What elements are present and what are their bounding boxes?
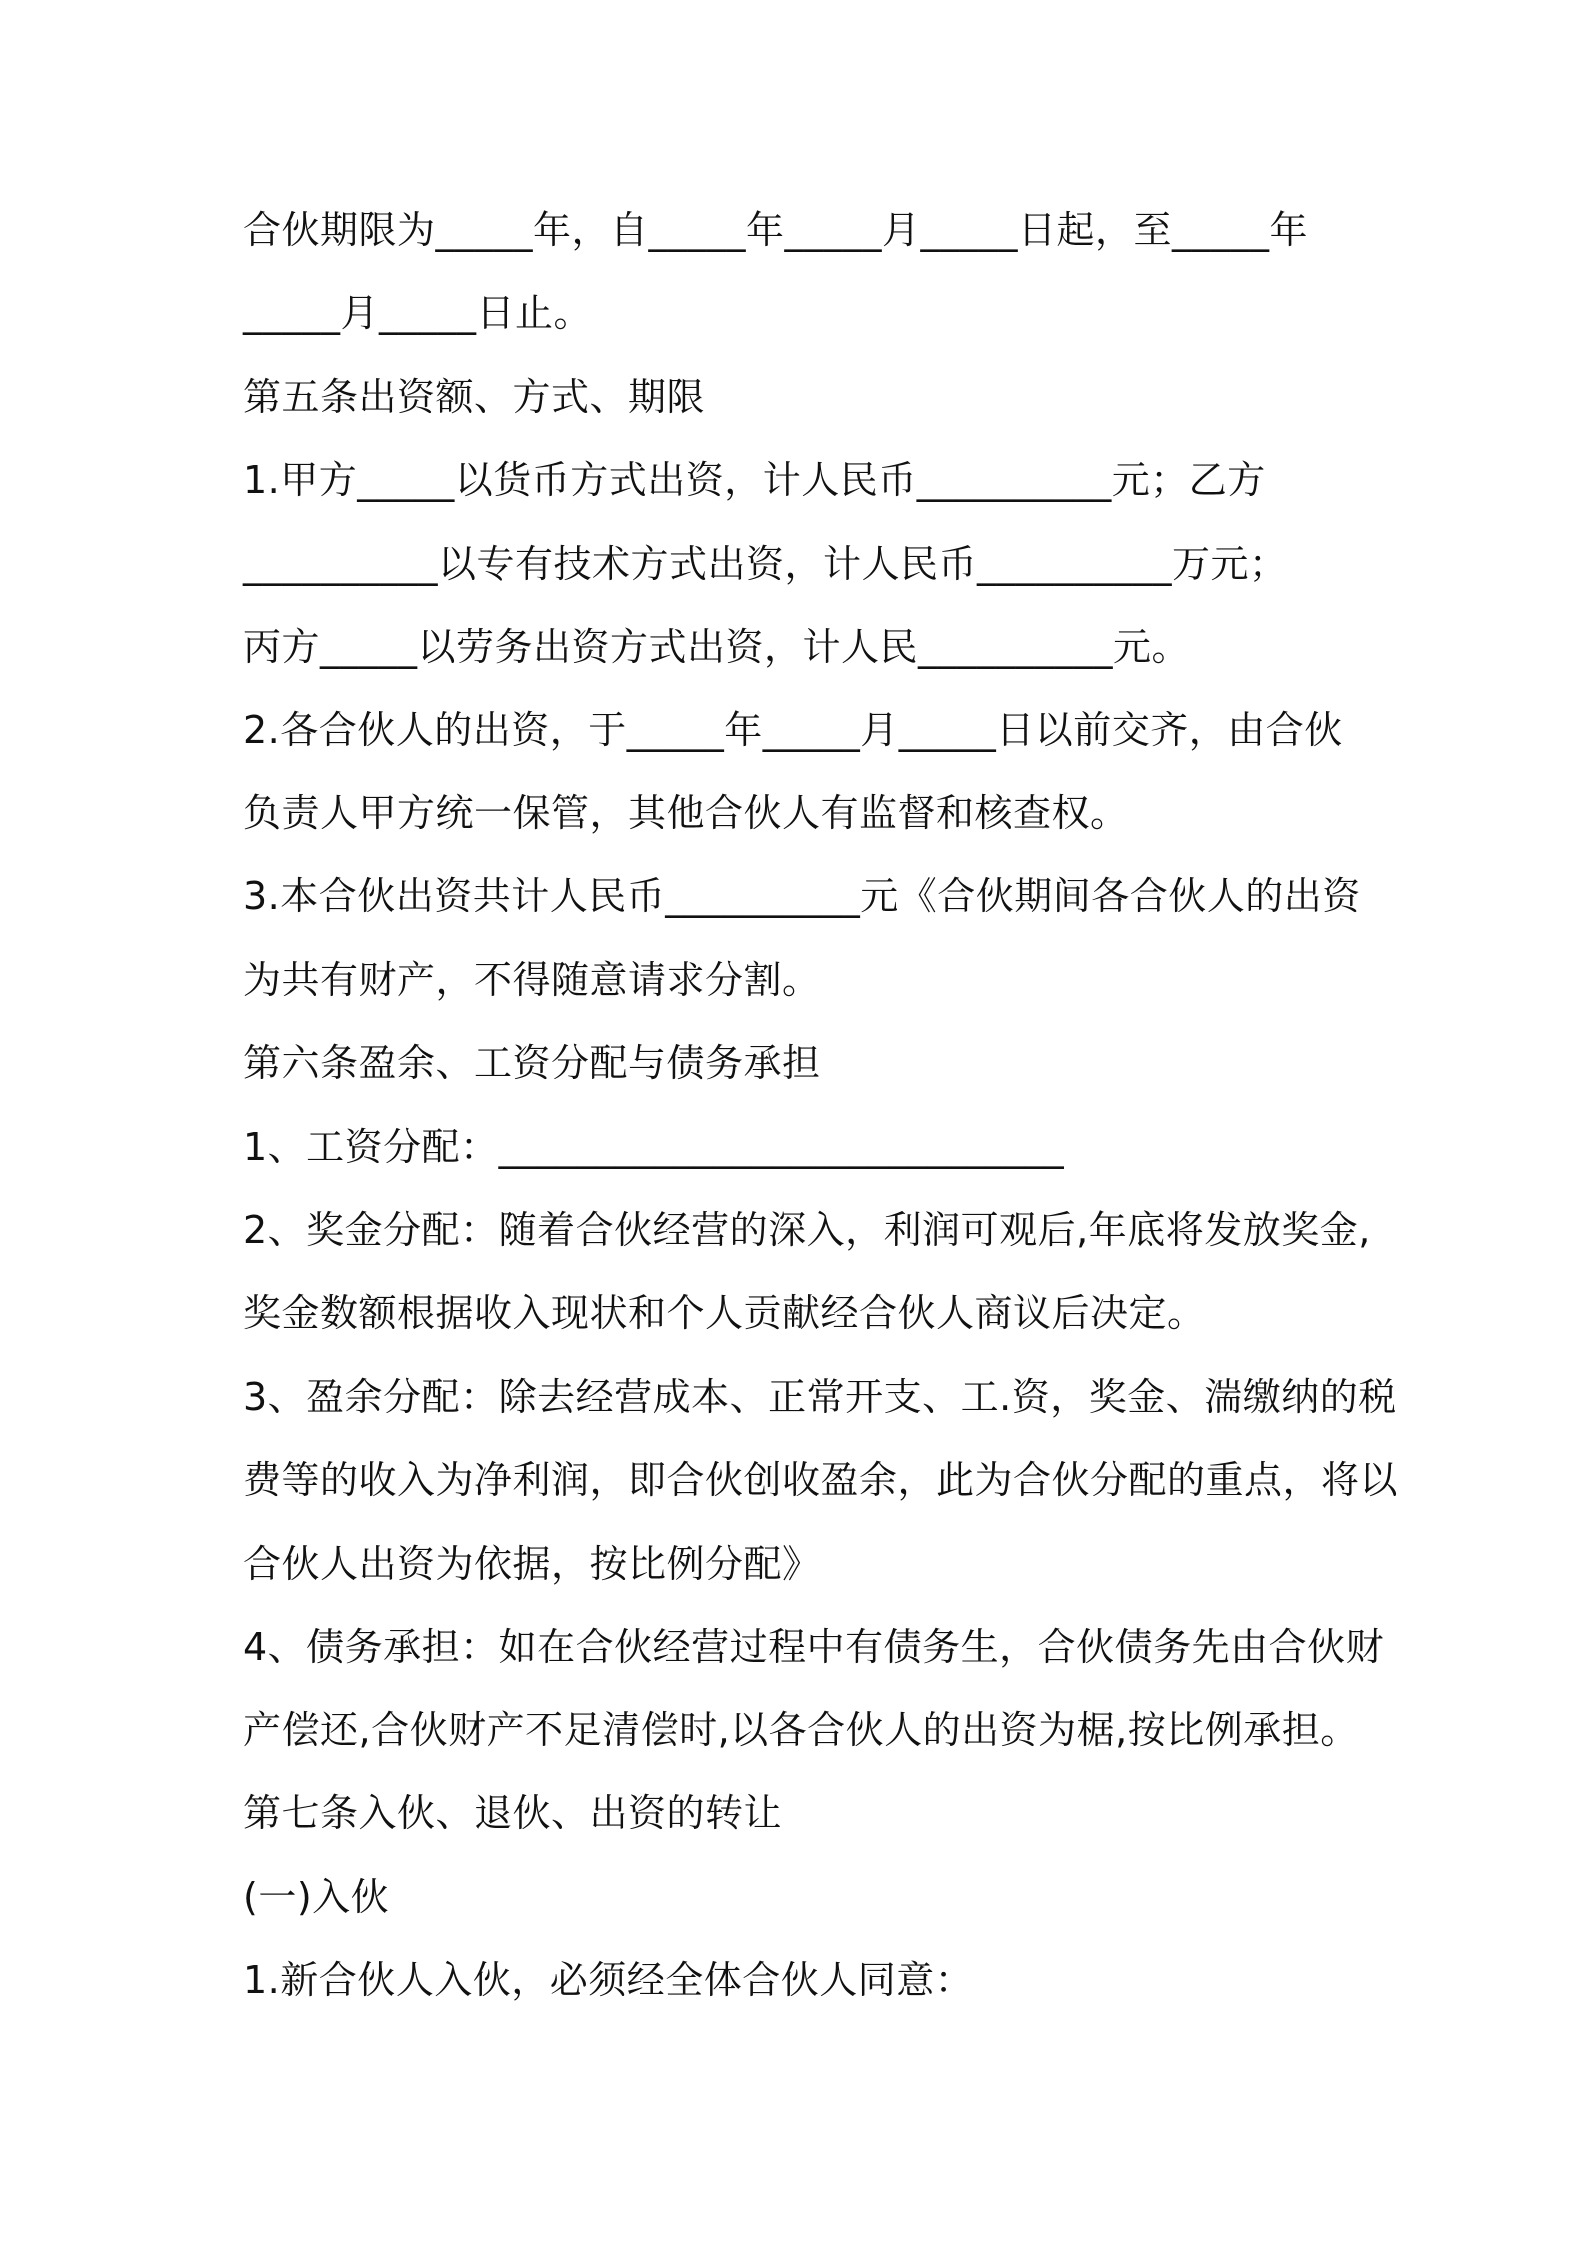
bonus-distribution-line-1: 2、奖金分配：随着合伙经营的深入，利润可观后,年底将发放奖金, [243,1208,1371,1252]
capital-contribution-line-2: __________以专有技术方式出资，计人民币__________万元； [243,542,1288,586]
partnership-term-line-1: 合伙期限为_____年，自_____年_____月_____日起，至_____年 [243,208,1309,252]
bonus-distribution-line-2: 奖金数额根据收入现状和个人贡献经合伙人商议后决定。 [243,1291,1206,1335]
total-capital-line-1: 3.本合伙出资共计人民币__________元《合伙期间各合伙人的出资 [243,874,1361,918]
partnership-term-line-2: _____月_____日止。 [243,291,593,335]
article-7-heading: 第七条入伙、退伙、出资的转让 [243,1791,783,1835]
surplus-distribution-line-3: 合伙人出资为依据，按比例分配》 [243,1542,821,1586]
article-6-heading: 第六条盈余、工资分配与债务承担 [243,1041,821,1085]
contribution-deadline-line-2: 负责人甲方统一保管，其他合伙人有监督和核查权。 [243,791,1129,835]
contribution-deadline-line-1: 2.各合伙人的出资，于_____年_____月_____日以前交齐，由合伙 [243,708,1343,752]
total-capital-line-2: 为共有财产，不得随意请求分割。 [243,958,821,1002]
new-partner-admission-line: 1.新合伙人入伙，必须经全体合伙人同意： [243,1958,974,2002]
article-5-heading: 第五条出资额、方式、期限 [243,375,706,419]
debt-liability-line-2: 产偿还,合伙财产不足清偿时,以各合伙人的出资为椐,按比例承担。 [243,1708,1359,1752]
admission-subheading: (一)入伙 [243,1875,390,1919]
debt-liability-line-1: 4、债务承担：如在合伙经营过程中有债务生，合伙债务先由合伙财 [243,1625,1385,1669]
capital-contribution-line-3: 丙方_____以劳务出资方式出资，计人民__________元。 [243,625,1191,669]
capital-contribution-line-1: 1.甲方_____以货币方式出资，计人民币__________元；乙方 [243,458,1266,502]
surplus-distribution-line-2: 费等的收入为净利润，即合伙创收盈余，此为合伙分配的重点，将以 [243,1458,1399,1502]
salary-distribution-line: 1、工资分配：_____________________________ [243,1125,1065,1169]
surplus-distribution-line-1: 3、盈余分配：除去经营成本、正常开支、工.资，奖金、湍缴纳的税 [243,1375,1397,1419]
